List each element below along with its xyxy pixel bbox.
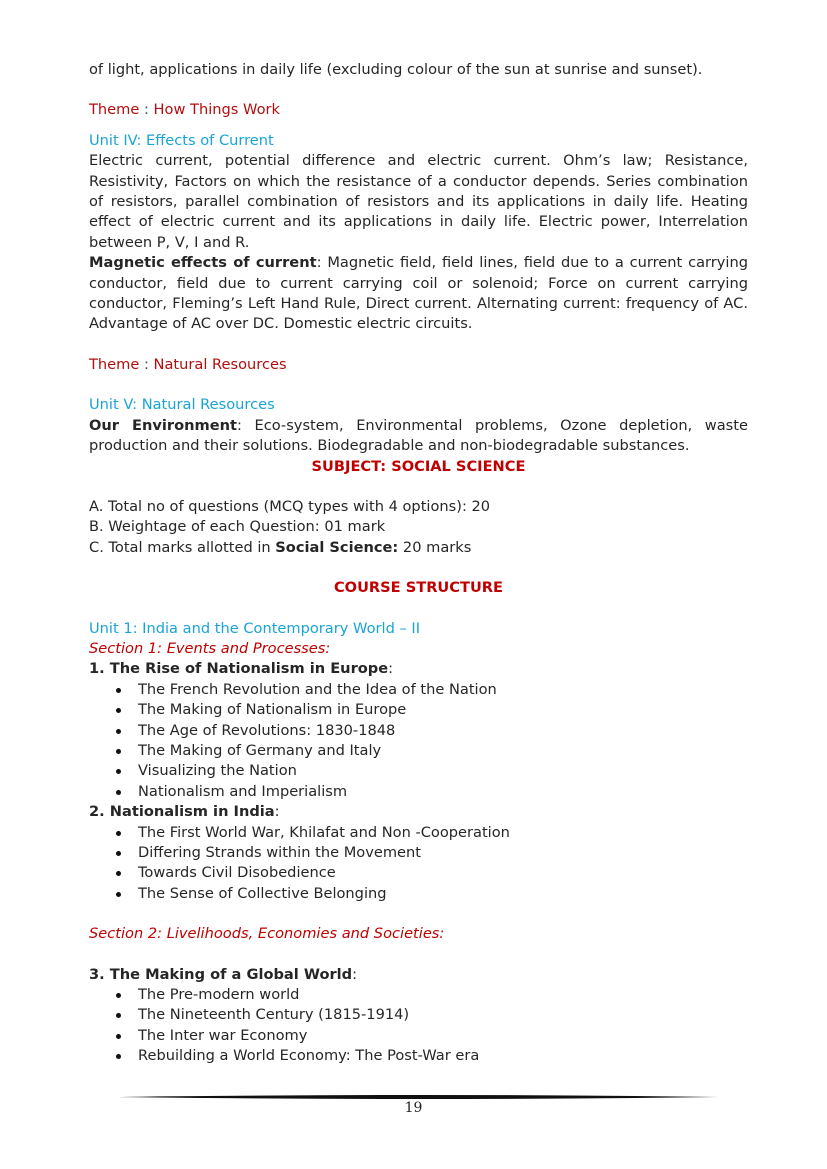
list-item: The French Revolution and the Idea of the Nation — [89, 680, 748, 700]
subject-heading: SUBJECT: SOCIAL SCIENCE — [311, 457, 526, 475]
list-item: Differing Strands within the Movement — [89, 843, 748, 863]
document-page — [89, 60, 748, 1067]
topic-2-list — [89, 823, 748, 905]
info-total-marks-prefix: C. Total marks allotted in — [89, 538, 276, 556]
topic-3-title-text: 3. The Making of a Global World — [89, 965, 353, 983]
list-item: Nationalism and Imperialism — [89, 782, 748, 802]
theme-prefix: Theme — [89, 101, 140, 119]
page-number: 19 — [404, 1100, 423, 1116]
list-item: Rebuilding a World Economy: The Post-War era — [89, 1046, 748, 1066]
list-item: The Age of Revolutions: 1830-1848 — [89, 721, 748, 741]
magnetic-effects-text: : Magnetic field, field lines, field due to a current carrying conductor, field due to current carrying coil or solenoid; Force on current carrying conductor, Fleming’s Left Hand Rule, Direct current. Alternating current: frequency of AC. Advantage of AC over DC. Domestic electric circuits. — [89, 254, 749, 333]
unit-1-title: Unit 1: India and the Contemporary World – II — [89, 619, 421, 637]
info-total-marks-subject: Social Science: — [275, 538, 399, 556]
course-structure-heading: COURSE STRUCTURE — [333, 579, 504, 597]
info-weightage: B. Weightage of each Question: 01 mark — [89, 518, 386, 536]
info-total-marks — [89, 538, 748, 558]
topic-2-title-text: 2. Nationalism in India — [89, 803, 275, 821]
magnetic-effects-paragraph — [89, 253, 748, 335]
theme-title: How Things Work — [153, 101, 280, 119]
list-item: The Making of Nationalism in Europe — [89, 700, 748, 720]
unit-v-title: Unit V: Natural Resources — [89, 396, 275, 414]
theme-separator: : — [139, 101, 154, 119]
info-total-marks-suffix: 20 marks — [398, 538, 472, 556]
topic-1-title-text: 1. The Rise of Nationalism in Europe — [89, 660, 389, 678]
topic-1-title: 1. The Rise of Nationalism in Europe: — [89, 660, 394, 678]
list-item: The First World War, Khilafat and Non -Cooperation — [89, 823, 748, 843]
list-item: Towards Civil Disobedience — [89, 863, 748, 883]
theme-prefix: Theme — [89, 355, 140, 373]
topic-3-list — [89, 985, 748, 1067]
section-1-title: Section 1: Events and Processes: — [89, 639, 331, 657]
theme-title: Natural Resources — [153, 355, 287, 373]
section-2-title: Section 2: Livelihoods, Economies and Societies: — [89, 925, 445, 943]
unit-iv-paragraph: Electric current, potential difference and electric current. Ohm’s law; Resistance, Resistivity, Factors on which the resistance of a conductor depends. Series combination of resistors, parallel combination of resistors and its applications in daily life. Heating effect of electric current and its applications in daily life. Electric power, Interrelation between P, V, I and R. — [89, 152, 748, 251]
intro-line: of light, applications in daily life (excluding colour of the sun at sunrise and sunset). — [89, 61, 703, 78]
unit-iv-title: Unit IV: Effects of Current — [89, 131, 274, 149]
list-item: The Inter war Economy — [89, 1026, 748, 1046]
topic-1-list — [89, 680, 748, 802]
our-environment-paragraph — [89, 416, 748, 457]
info-total-questions: A. Total no of questions (MCQ types with 4 options): 20 — [89, 497, 491, 515]
list-item: The Making of Germany and Italy — [89, 741, 748, 761]
list-item: The Pre-modern world — [89, 985, 748, 1005]
list-item: The Sense of Collective Belonging — [89, 884, 748, 904]
list-item: The Nineteenth Century (1815-1914) — [89, 1005, 748, 1025]
our-environment-text: : Eco-system, Environmental problems, Ozone depletion, waste production and their solutions. Biodegradable and non-biodegradable substances. — [89, 416, 748, 455]
topic-3-title: 3. The Making of a Global World: — [89, 965, 358, 983]
theme-natural-resources — [89, 355, 748, 375]
topic-2-title: 2. Nationalism in India: — [89, 803, 280, 821]
magnetic-effects-label: Magnetic effects of current — [89, 254, 317, 272]
list-item: Visualizing the Nation — [89, 761, 748, 781]
theme-separator: : — [139, 355, 154, 373]
theme-how-things-work — [89, 100, 748, 120]
our-environment-label: Our Environment — [89, 416, 237, 434]
